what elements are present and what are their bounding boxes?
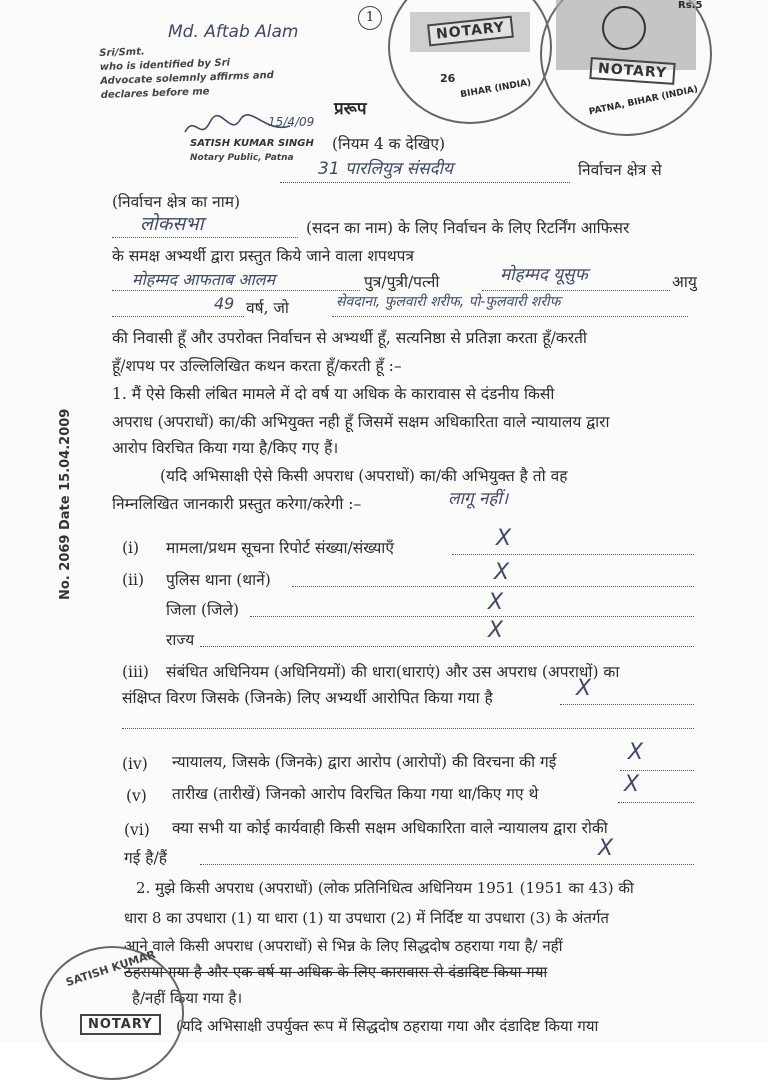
item-vi-label-1: क्या सभी या कोई कार्यवाही किसी सक्षम अधिकारिता वाले न्यायालय द्वारा रोकी bbox=[172, 819, 608, 837]
para-2-line-6: (यदि अभिसाक्षी उपर्युक्त रूप में सिद्धदोष ठहराया गया और दंडादिष्ट किया गया bbox=[176, 1017, 599, 1035]
para-1-line-5: निम्नलिखित जानकारी प्रस्तुत करेगा/करेगी :– bbox=[112, 495, 362, 513]
notary-label-1: NOTARY bbox=[427, 16, 514, 47]
notary-line-4: declares before me bbox=[100, 86, 210, 102]
item-iv-number: (iv) bbox=[122, 755, 148, 773]
item-i-cross: X bbox=[496, 526, 512, 551]
oath-statement: हूँ/शपथ पर उल्लिलिखित कथन करता हूँ/करती हूँ :– bbox=[112, 357, 402, 375]
seal-1-reg: 26 bbox=[440, 72, 456, 85]
bottom-seal-name: SATISH KUMAR bbox=[64, 947, 158, 990]
item-iii-label-2: संक्षिप्त विरण जिसके (जिनके) लिए अभ्यर्थी आरोपित किया गया है bbox=[122, 689, 493, 707]
seal-2-value: Rs.5 bbox=[678, 0, 703, 11]
bottom-notary-seal bbox=[40, 946, 184, 1080]
para-2-line-2: धारा 8 का उपधारा (1) या धारा (1) या उपधारा (2) में निर्दिष्ट या उपधारा (3) के अंतर्गत bbox=[124, 909, 609, 927]
district-label: जिला (जिले) bbox=[166, 601, 240, 619]
notary-seal-1 bbox=[388, 0, 552, 124]
item-iii-blank-line bbox=[122, 728, 694, 729]
item-vi-blank bbox=[200, 864, 694, 865]
notary-title: Notary Public, Patna bbox=[190, 153, 294, 163]
item-iii-label-1: संबंधित अधिनियम (अधिनियमों) की धारा(धाराएं) और उस अपराध (अपराधों) का bbox=[166, 663, 620, 681]
para-2-line-1: 2. मुझे किसी अपराध (अपराधों) (लोक प्रतिनिधित्व अधिनियम 1951 (1951 का 43) की bbox=[136, 879, 634, 897]
constituency-value: 31 पारलियुत्र संसदीय bbox=[318, 159, 453, 179]
seal-1-place: BIHAR (INDIA) bbox=[459, 77, 532, 101]
item-v-number: (v) bbox=[126, 787, 147, 805]
item-ii-label: पुलिस थाना (थानें) bbox=[166, 571, 271, 589]
notary-line-2: who is identified by Sri bbox=[99, 57, 231, 74]
item-v-cross: X bbox=[624, 772, 640, 797]
constituency-blank bbox=[280, 182, 570, 183]
candidate-name-blank bbox=[112, 290, 360, 291]
district-cross: X bbox=[488, 590, 504, 615]
item-v-label: तारीख (तारीखें) जिनको आरोप विरचित किया गया था/किए गए थे bbox=[172, 785, 539, 803]
form-title: प्ररूप bbox=[334, 99, 367, 119]
house-label: (सदन का नाम) के लिए निर्वाचन के लिए रिटर्निंग आफिसर bbox=[306, 219, 630, 237]
years-label: वर्ष, जो bbox=[246, 299, 289, 317]
district-blank bbox=[250, 616, 694, 617]
para-2-line-5: है/नहीं किया गया है। bbox=[132, 989, 243, 1007]
para-1-line-3: आरोप विरचित किया गया है/किए गए हैं। bbox=[112, 439, 339, 457]
para-1-line-1: 1. मैं ऐसे किसी लंबित मामले में दो वर्ष या अधिक के कारावास से दंडनीय किसी bbox=[112, 385, 555, 403]
item-vi-cross: X bbox=[598, 836, 614, 861]
item-iv-cross: X bbox=[628, 740, 644, 765]
constituency-name-label: (निर्वाचन क्षेत्र का नाम) bbox=[112, 193, 241, 211]
emblem-icon bbox=[602, 6, 646, 50]
age-value: 49 bbox=[214, 294, 235, 313]
notary-name: SATISH KUMAR SINGH bbox=[190, 138, 314, 149]
resident-declaration: की निवासी हूँ और उपरोक्त निर्वाचन से अभ्यर्थी हूँ, सत्यनिष्ठा से प्रतिज्ञा करता हूँ/करती bbox=[112, 329, 587, 347]
state-blank bbox=[200, 646, 694, 647]
item-iv-label: न्यायालय, जिसके (जिनके) द्वारा आरोप (आरोपों) की विरचना की गई bbox=[172, 753, 557, 771]
notary-date: 15/4/09 bbox=[268, 115, 315, 129]
bottom-notary-label: NOTARY bbox=[80, 1014, 161, 1035]
notary-label-2: NOTARY bbox=[589, 57, 675, 85]
age-label: आयु bbox=[672, 273, 697, 291]
side-register-stamp: No. 2069 Date 15.04.2009 bbox=[58, 408, 73, 600]
house-value: लोकसभा bbox=[140, 213, 204, 235]
item-iii-cross: X bbox=[576, 676, 592, 701]
not-applicable-note: लागू नहीं। bbox=[448, 489, 509, 509]
notary-handwritten-name: Md. Aftab Alam bbox=[168, 22, 299, 42]
item-vi-label-2: गई है/हैं bbox=[124, 849, 167, 867]
item-iv-blank bbox=[620, 770, 694, 771]
item-i-label: मामला/प्रथम सूचना रिपोर्ट संख्या/संख्याएँ bbox=[166, 539, 394, 557]
page-number: 1 bbox=[358, 6, 382, 30]
state-cross: X bbox=[488, 618, 504, 643]
item-ii-number: (ii) bbox=[122, 571, 145, 589]
item-iii-blank bbox=[560, 704, 694, 705]
candidate-name-value: मोहम्मद आफताब आलम bbox=[132, 270, 276, 289]
item-iii-number: (iii) bbox=[122, 663, 149, 681]
seal-2-place: PATNA, BIHAR (INDIA) bbox=[588, 84, 699, 118]
para-2-line-3: आने वाले किसी अपराध (अपराधों) से भिन्न के लिए सिद्धदोष ठहराया गया है/ नहीं bbox=[124, 937, 563, 955]
item-v-blank bbox=[618, 802, 694, 803]
father-name-blank bbox=[482, 290, 670, 291]
address-blank bbox=[332, 316, 688, 317]
para-1-line-4: (यदि अभिसाक्षी ऐसे किसी अपराध (अपराधों) का/की अभियुक्त है तो वह bbox=[160, 467, 568, 485]
father-name-value: मोहम्मद यूसुफ bbox=[500, 265, 588, 285]
item-i-number: (i) bbox=[122, 539, 140, 557]
item-ii-blank bbox=[292, 586, 694, 587]
state-label: राज्य bbox=[166, 631, 195, 649]
affidavit-intro: के समक्ष अभ्यर्थी द्वारा प्रस्तुत किये जाने वाला शपथपत्र bbox=[112, 247, 414, 265]
notary-seal-2 bbox=[540, 0, 712, 136]
rule-reference: (नियम 4 क देखिए) bbox=[332, 135, 446, 153]
address-value: सेवदाना, फुलवारी शरीफ, पो-फुलवारी शरीफ bbox=[336, 294, 561, 310]
age-blank bbox=[112, 316, 244, 317]
notary-line-1: Sri/Smt. bbox=[99, 46, 145, 60]
notary-text-block bbox=[99, 41, 274, 103]
item-ii-cross: X bbox=[494, 560, 510, 585]
constituency-label: निर्वाचन क्षेत्र से bbox=[578, 161, 662, 179]
para-2-line-4: ठहराया गया है और एक वर्ष या अधिक के लिए कारावास से दंडादिष्ट किया गया bbox=[124, 963, 548, 981]
item-vi-number: (vi) bbox=[124, 821, 150, 839]
para-1-line-2: अपराध (अपराधों) का/की अभियुक्त नही हूँ जिसमें सक्षम अधिकारिता वाले न्यायालय द्वारा bbox=[112, 413, 610, 431]
relation-label: पुत्र/पुत्री/पत्नी bbox=[364, 273, 440, 291]
house-blank bbox=[112, 237, 298, 238]
item-i-blank bbox=[452, 554, 694, 555]
notary-line-3: Advocate solemnly affirms and bbox=[100, 69, 275, 88]
